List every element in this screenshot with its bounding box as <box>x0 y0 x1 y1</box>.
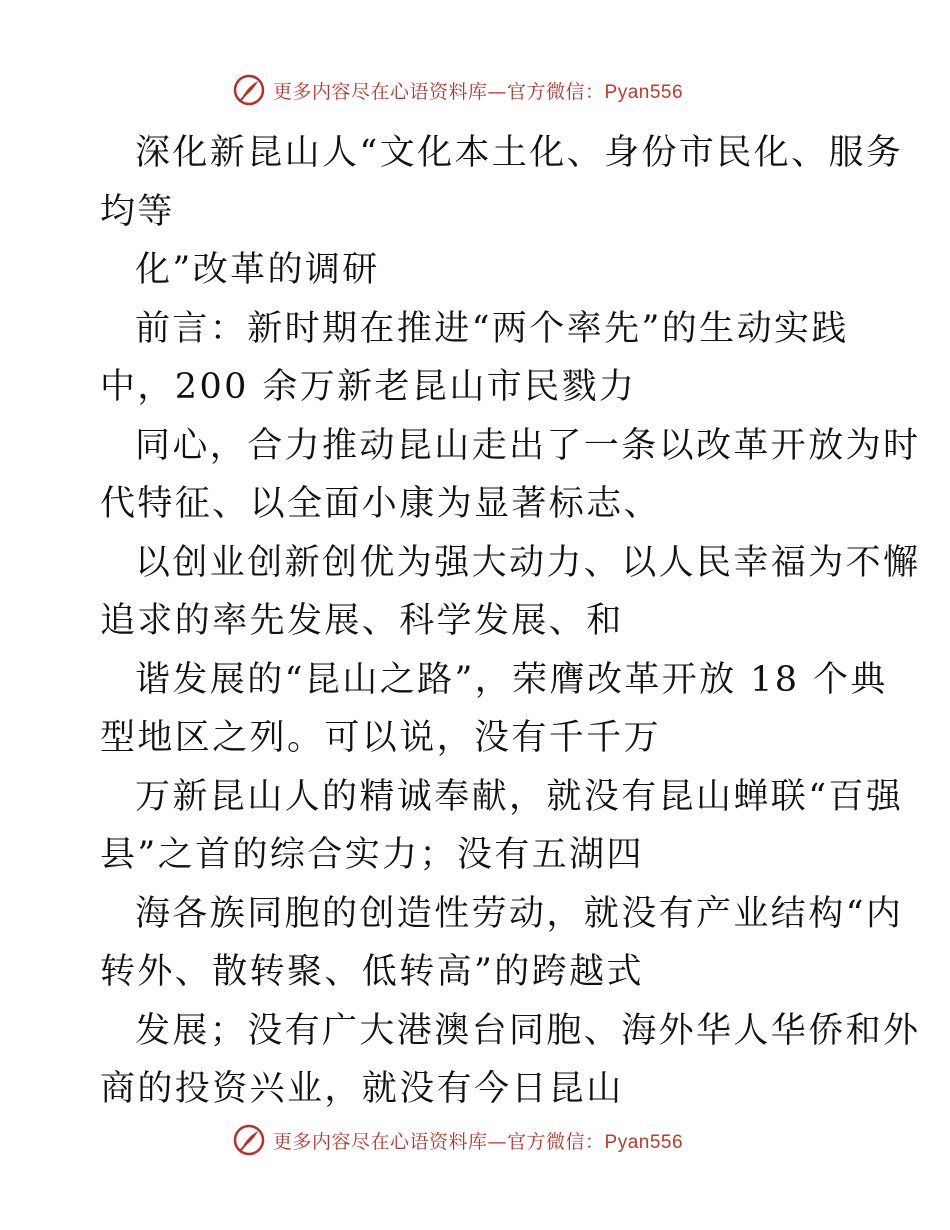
text-line: 型地区之列。可以说，没有千千万 <box>100 718 662 758</box>
feather-logo-icon <box>233 74 265 106</box>
text-line: 深化新昆山人“文化本土化、身份市民化、服务 <box>135 133 904 173</box>
text-line: 前言：新时期在推进“两个率先”的生动实践 <box>135 308 849 349</box>
text-line: 发展；没有广大港澳台同胞、海外华人华侨和外 <box>135 1010 921 1051</box>
watermark-text: 更多内容尽在心语资料库—官方微信：Pyan556 <box>273 80 684 103</box>
watermark-wechat-id: Pyan556 <box>604 1131 684 1153</box>
text-line: 代特征、以全面小康为显著标志、 <box>100 484 662 524</box>
text-line: 均等 <box>100 191 175 232</box>
text-line: 谐发展的“昆山之路”，荣膺改革开放 18 个典 <box>135 659 888 700</box>
header-watermark <box>233 72 683 108</box>
document-body <box>100 124 921 1119</box>
text-line: 化”改革的调研 <box>135 250 380 290</box>
text-line: 商的投资兴业，就没有今日昆山 <box>100 1069 624 1109</box>
text-line: 转外、散转聚、低转高”的跨越式 <box>100 952 644 992</box>
text-line: 中，200 余万新老昆山市民戮力 <box>100 367 637 407</box>
text-line: 县”之首的综合实力；没有五湖四 <box>100 835 644 875</box>
footer-watermark <box>233 1122 683 1158</box>
feather-logo-icon <box>233 1124 265 1156</box>
text-line: 同心，合力推动昆山走出了一条以改革开放为时 <box>135 425 921 466</box>
watermark-text: 更多内容尽在心语资料库—官方微信：Pyan556 <box>273 1130 684 1153</box>
text-line: 追求的率先发展、科学发展、和 <box>100 601 624 641</box>
text-line: 海各族同胞的创造性劳动，就没有产业结构“内 <box>135 893 904 934</box>
text-line: 万新昆山人的精诚奉献，就没有昆山蝉联“百强 <box>135 776 904 817</box>
watermark-wechat-id: Pyan556 <box>604 81 684 103</box>
text-line: 以创业创新创优为强大动力、以人民幸福为不懈 <box>135 542 921 583</box>
